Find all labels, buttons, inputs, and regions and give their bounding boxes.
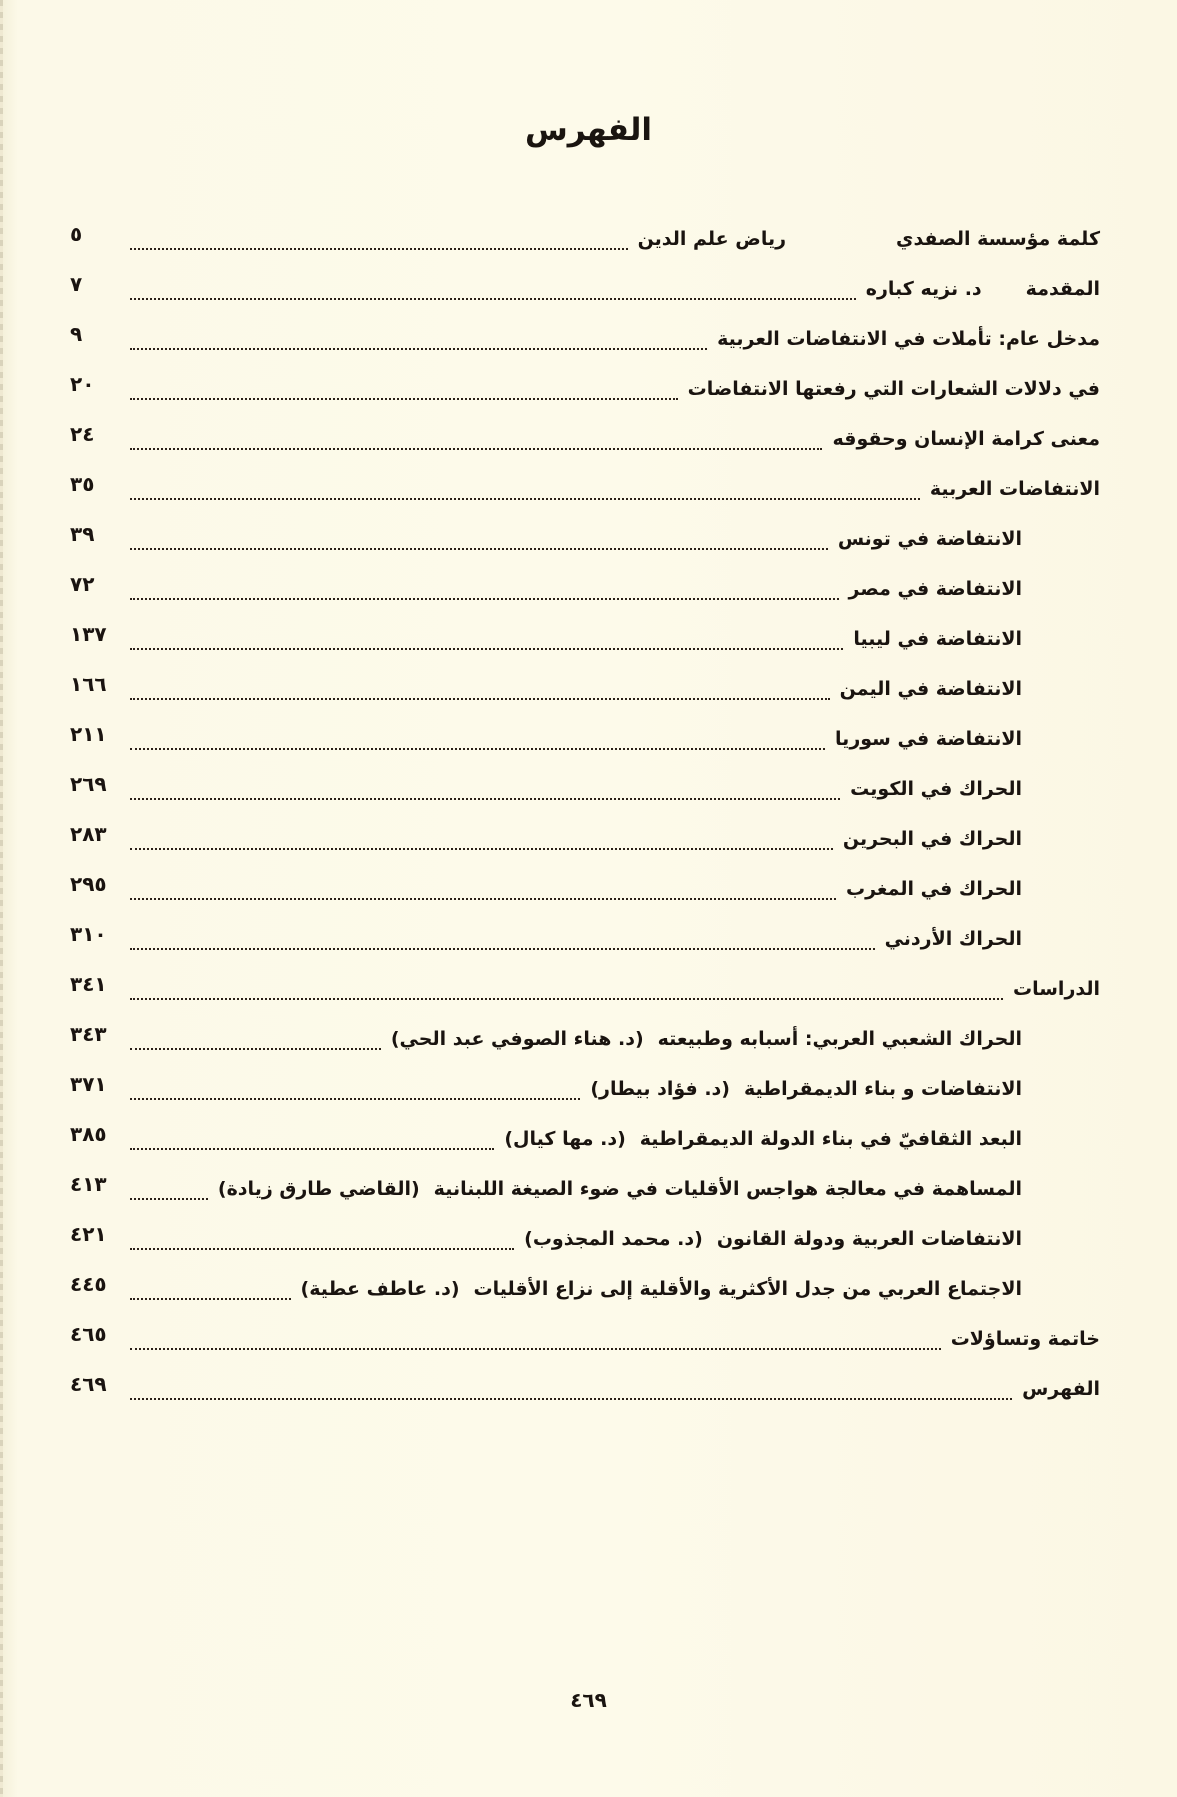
toc-entry-page-number: ٢٩٥ bbox=[70, 872, 107, 896]
toc-entry bbox=[70, 522, 1100, 572]
toc-entry-title: كلمة مؤسسة الصفدي bbox=[896, 228, 1100, 250]
toc-entry-text bbox=[885, 928, 1022, 950]
dot-leader bbox=[130, 648, 843, 650]
toc-entry-title: البعد الثقافيّ في بناء الدولة الديمقراطية bbox=[639, 1128, 1022, 1150]
toc-entry-page-number: ٣٥ bbox=[70, 472, 95, 496]
dot-leader bbox=[130, 1048, 381, 1050]
toc-entry-author: رياض علم الدين bbox=[637, 228, 787, 250]
dot-leader bbox=[130, 598, 839, 600]
toc-entry bbox=[70, 272, 1100, 322]
toc-entry bbox=[70, 1222, 1100, 1272]
dot-leader bbox=[130, 248, 628, 250]
dot-leader bbox=[130, 948, 875, 950]
toc-entry-author: (د. عاطف عطية) bbox=[300, 1278, 460, 1300]
toc-entry bbox=[70, 1272, 1100, 1322]
dot-leader bbox=[130, 548, 828, 550]
toc-entry-page-number: ٣٤٣ bbox=[70, 1022, 107, 1046]
toc-entry bbox=[70, 1372, 1100, 1422]
toc-entry-text bbox=[504, 1128, 1022, 1150]
toc-entry bbox=[70, 922, 1100, 972]
toc-entry-title: الحراك الأردني bbox=[884, 928, 1022, 950]
toc-entry-title: معنى كرامة الإنسان وحقوقه bbox=[832, 428, 1100, 450]
toc-entry-page-number: ٣٩ bbox=[70, 522, 95, 546]
toc-entry-title: الانتفاضات العربية bbox=[929, 478, 1100, 500]
dot-leader bbox=[130, 348, 707, 350]
toc-entry bbox=[70, 222, 1100, 272]
dot-leader bbox=[130, 1298, 291, 1300]
toc-entry bbox=[70, 1172, 1100, 1222]
toc-entry-text bbox=[1013, 978, 1100, 1000]
toc-entry-title: الانتفاضة في مصر bbox=[848, 578, 1022, 600]
dot-leader bbox=[130, 298, 856, 300]
toc-entry-page-number: ٢٨٣ bbox=[70, 822, 107, 846]
page-title: الفهرس bbox=[524, 112, 653, 148]
toc-entry-text bbox=[590, 1078, 1022, 1100]
toc-entry-page-number: ٤٤٥ bbox=[70, 1272, 107, 1296]
dot-leader bbox=[130, 448, 822, 450]
toc-entry bbox=[70, 1072, 1100, 1122]
dot-leader bbox=[130, 748, 825, 750]
dot-leader bbox=[130, 998, 1003, 1000]
toc-entry bbox=[70, 672, 1100, 722]
toc-entry-text bbox=[524, 1228, 1022, 1250]
toc-entry-author: د. نزيه كباره bbox=[865, 278, 982, 300]
toc-entry-page-number: ٣٤١ bbox=[70, 972, 107, 996]
toc-entry bbox=[70, 872, 1100, 922]
toc-entry-title: الحراك الشعبي العربي: أسبابه وطبيعته bbox=[657, 1028, 1022, 1050]
toc-entry-title: الحراك في الكويت bbox=[850, 778, 1022, 800]
toc-entry-title: الاجتماع العربي من جدل الأكثرية والأقلية إلى نزاع الأقليات bbox=[473, 1278, 1022, 1300]
toc-entry-page-number: ٣١٠ bbox=[70, 922, 107, 946]
toc-entry-title: المساهمة في معالجة هواجس الأقليات في ضوء الصيغة اللبنانية bbox=[433, 1178, 1022, 1200]
toc-entry-text bbox=[688, 378, 1100, 400]
toc-entry-text bbox=[838, 528, 1022, 550]
dot-leader bbox=[130, 1348, 941, 1350]
toc-entry bbox=[70, 622, 1100, 672]
toc-entry-text bbox=[951, 1328, 1100, 1350]
toc-entry-text bbox=[301, 1278, 1022, 1300]
toc-entry-author: (د. مها كيال) bbox=[504, 1128, 626, 1150]
dot-leader bbox=[130, 848, 833, 850]
toc-entry-title: المقدمة bbox=[1025, 278, 1100, 300]
toc-entry-title: الانتفاضة في تونس bbox=[837, 528, 1022, 550]
toc-entry bbox=[70, 322, 1100, 372]
toc-entry-title: في دلالات الشعارات التي رفعتها الانتفاضات bbox=[687, 378, 1100, 400]
table-of-contents bbox=[70, 222, 1100, 1422]
toc-entry-page-number: ٢٠ bbox=[70, 372, 95, 396]
toc-entry-text bbox=[853, 628, 1022, 650]
toc-entry-page-number: ٣٧١ bbox=[70, 1072, 107, 1096]
dot-leader bbox=[130, 1148, 494, 1150]
toc-entry-page-number: ٥ bbox=[70, 222, 83, 246]
page-edge bbox=[0, 0, 3, 1797]
toc-entry bbox=[70, 472, 1100, 522]
dot-leader bbox=[130, 898, 836, 900]
toc-entry bbox=[70, 722, 1100, 772]
page-number: ٤٦٩ bbox=[570, 1688, 607, 1712]
toc-entry bbox=[70, 422, 1100, 472]
toc-entry-title: الانتفاضات و بناء الديمقراطية bbox=[743, 1078, 1022, 1100]
toc-entry-page-number: ٩ bbox=[70, 322, 83, 346]
dot-leader bbox=[130, 498, 920, 500]
toc-entry-author: (د. محمد المجذوب) bbox=[524, 1228, 703, 1250]
toc-entry-author: (د. هناء الصوفي عبد الحي) bbox=[390, 1028, 644, 1050]
toc-entry-title: الانتفاضة في ليبيا bbox=[853, 628, 1022, 650]
toc-entry-title: الانتفاضات العربية ودولة القانون bbox=[716, 1228, 1022, 1250]
toc-entry bbox=[70, 972, 1100, 1022]
toc-entry bbox=[70, 372, 1100, 422]
toc-entry-page-number: ٣٨٥ bbox=[70, 1122, 107, 1146]
toc-entry-page-number: ٢١١ bbox=[70, 722, 107, 746]
toc-entry bbox=[70, 1122, 1100, 1172]
toc-entry-text bbox=[835, 728, 1022, 750]
toc-entry-title: الانتفاضة في اليمن bbox=[839, 678, 1022, 700]
toc-entry-text bbox=[866, 278, 1100, 300]
toc-entry bbox=[70, 1022, 1100, 1072]
toc-entry-page-number: ٢٤ bbox=[70, 422, 95, 446]
toc-entry bbox=[70, 572, 1100, 622]
toc-entry-page-number: ١٦٦ bbox=[70, 672, 107, 696]
dot-leader bbox=[130, 698, 830, 700]
toc-entry-author: (القاضي طارق زيادة) bbox=[217, 1178, 420, 1200]
toc-entry-page-number: ٤٦٥ bbox=[70, 1322, 107, 1346]
dot-leader bbox=[130, 1398, 1012, 1400]
toc-entry-page-number: ٧ bbox=[70, 272, 83, 296]
toc-entry-text bbox=[846, 878, 1022, 900]
toc-entry-text bbox=[849, 578, 1022, 600]
toc-entry-text bbox=[930, 478, 1100, 500]
toc-entry-text bbox=[1022, 1378, 1100, 1400]
dot-leader bbox=[130, 1098, 580, 1100]
toc-entry-text bbox=[638, 228, 1100, 250]
toc-entry-text bbox=[840, 678, 1022, 700]
toc-entry-text bbox=[843, 828, 1022, 850]
toc-entry-page-number: ٢٦٩ bbox=[70, 772, 107, 796]
toc-entry-page-number: ٧٢ bbox=[70, 572, 95, 596]
toc-entry-title: الانتفاضة في سوريا bbox=[835, 728, 1022, 750]
toc-entry-text bbox=[717, 328, 1100, 350]
toc-entry-page-number: ٤١٣ bbox=[70, 1172, 107, 1196]
toc-entry-page-number: ٤٦٩ bbox=[70, 1372, 107, 1396]
toc-entry-text bbox=[850, 778, 1022, 800]
toc-entry-text bbox=[391, 1028, 1022, 1050]
toc-entry-title: الحراك في المغرب bbox=[845, 878, 1022, 900]
toc-entry-title: الفهرس bbox=[1022, 1378, 1100, 1400]
toc-entry-page-number: ١٣٧ bbox=[70, 622, 107, 646]
toc-entry-title: خاتمة وتساؤلات bbox=[950, 1328, 1100, 1350]
toc-entry bbox=[70, 1322, 1100, 1372]
toc-entry bbox=[70, 822, 1100, 872]
toc-entry-page-number: ٤٢١ bbox=[70, 1222, 107, 1246]
toc-entry-title: مدخل عام: تأملات في الانتفاضات العربية bbox=[717, 328, 1100, 350]
dot-leader bbox=[130, 398, 678, 400]
toc-entry-text bbox=[218, 1178, 1022, 1200]
toc-entry-title: الحراك في البحرين bbox=[842, 828, 1022, 850]
dot-leader bbox=[130, 1248, 514, 1250]
toc-entry-text bbox=[832, 428, 1100, 450]
toc-entry bbox=[70, 772, 1100, 822]
dot-leader bbox=[130, 798, 840, 800]
dot-leader bbox=[130, 1198, 208, 1200]
toc-entry-title: الدراسات bbox=[1013, 978, 1100, 1000]
toc-entry-author: (د. فؤاد بيطار) bbox=[590, 1078, 730, 1100]
